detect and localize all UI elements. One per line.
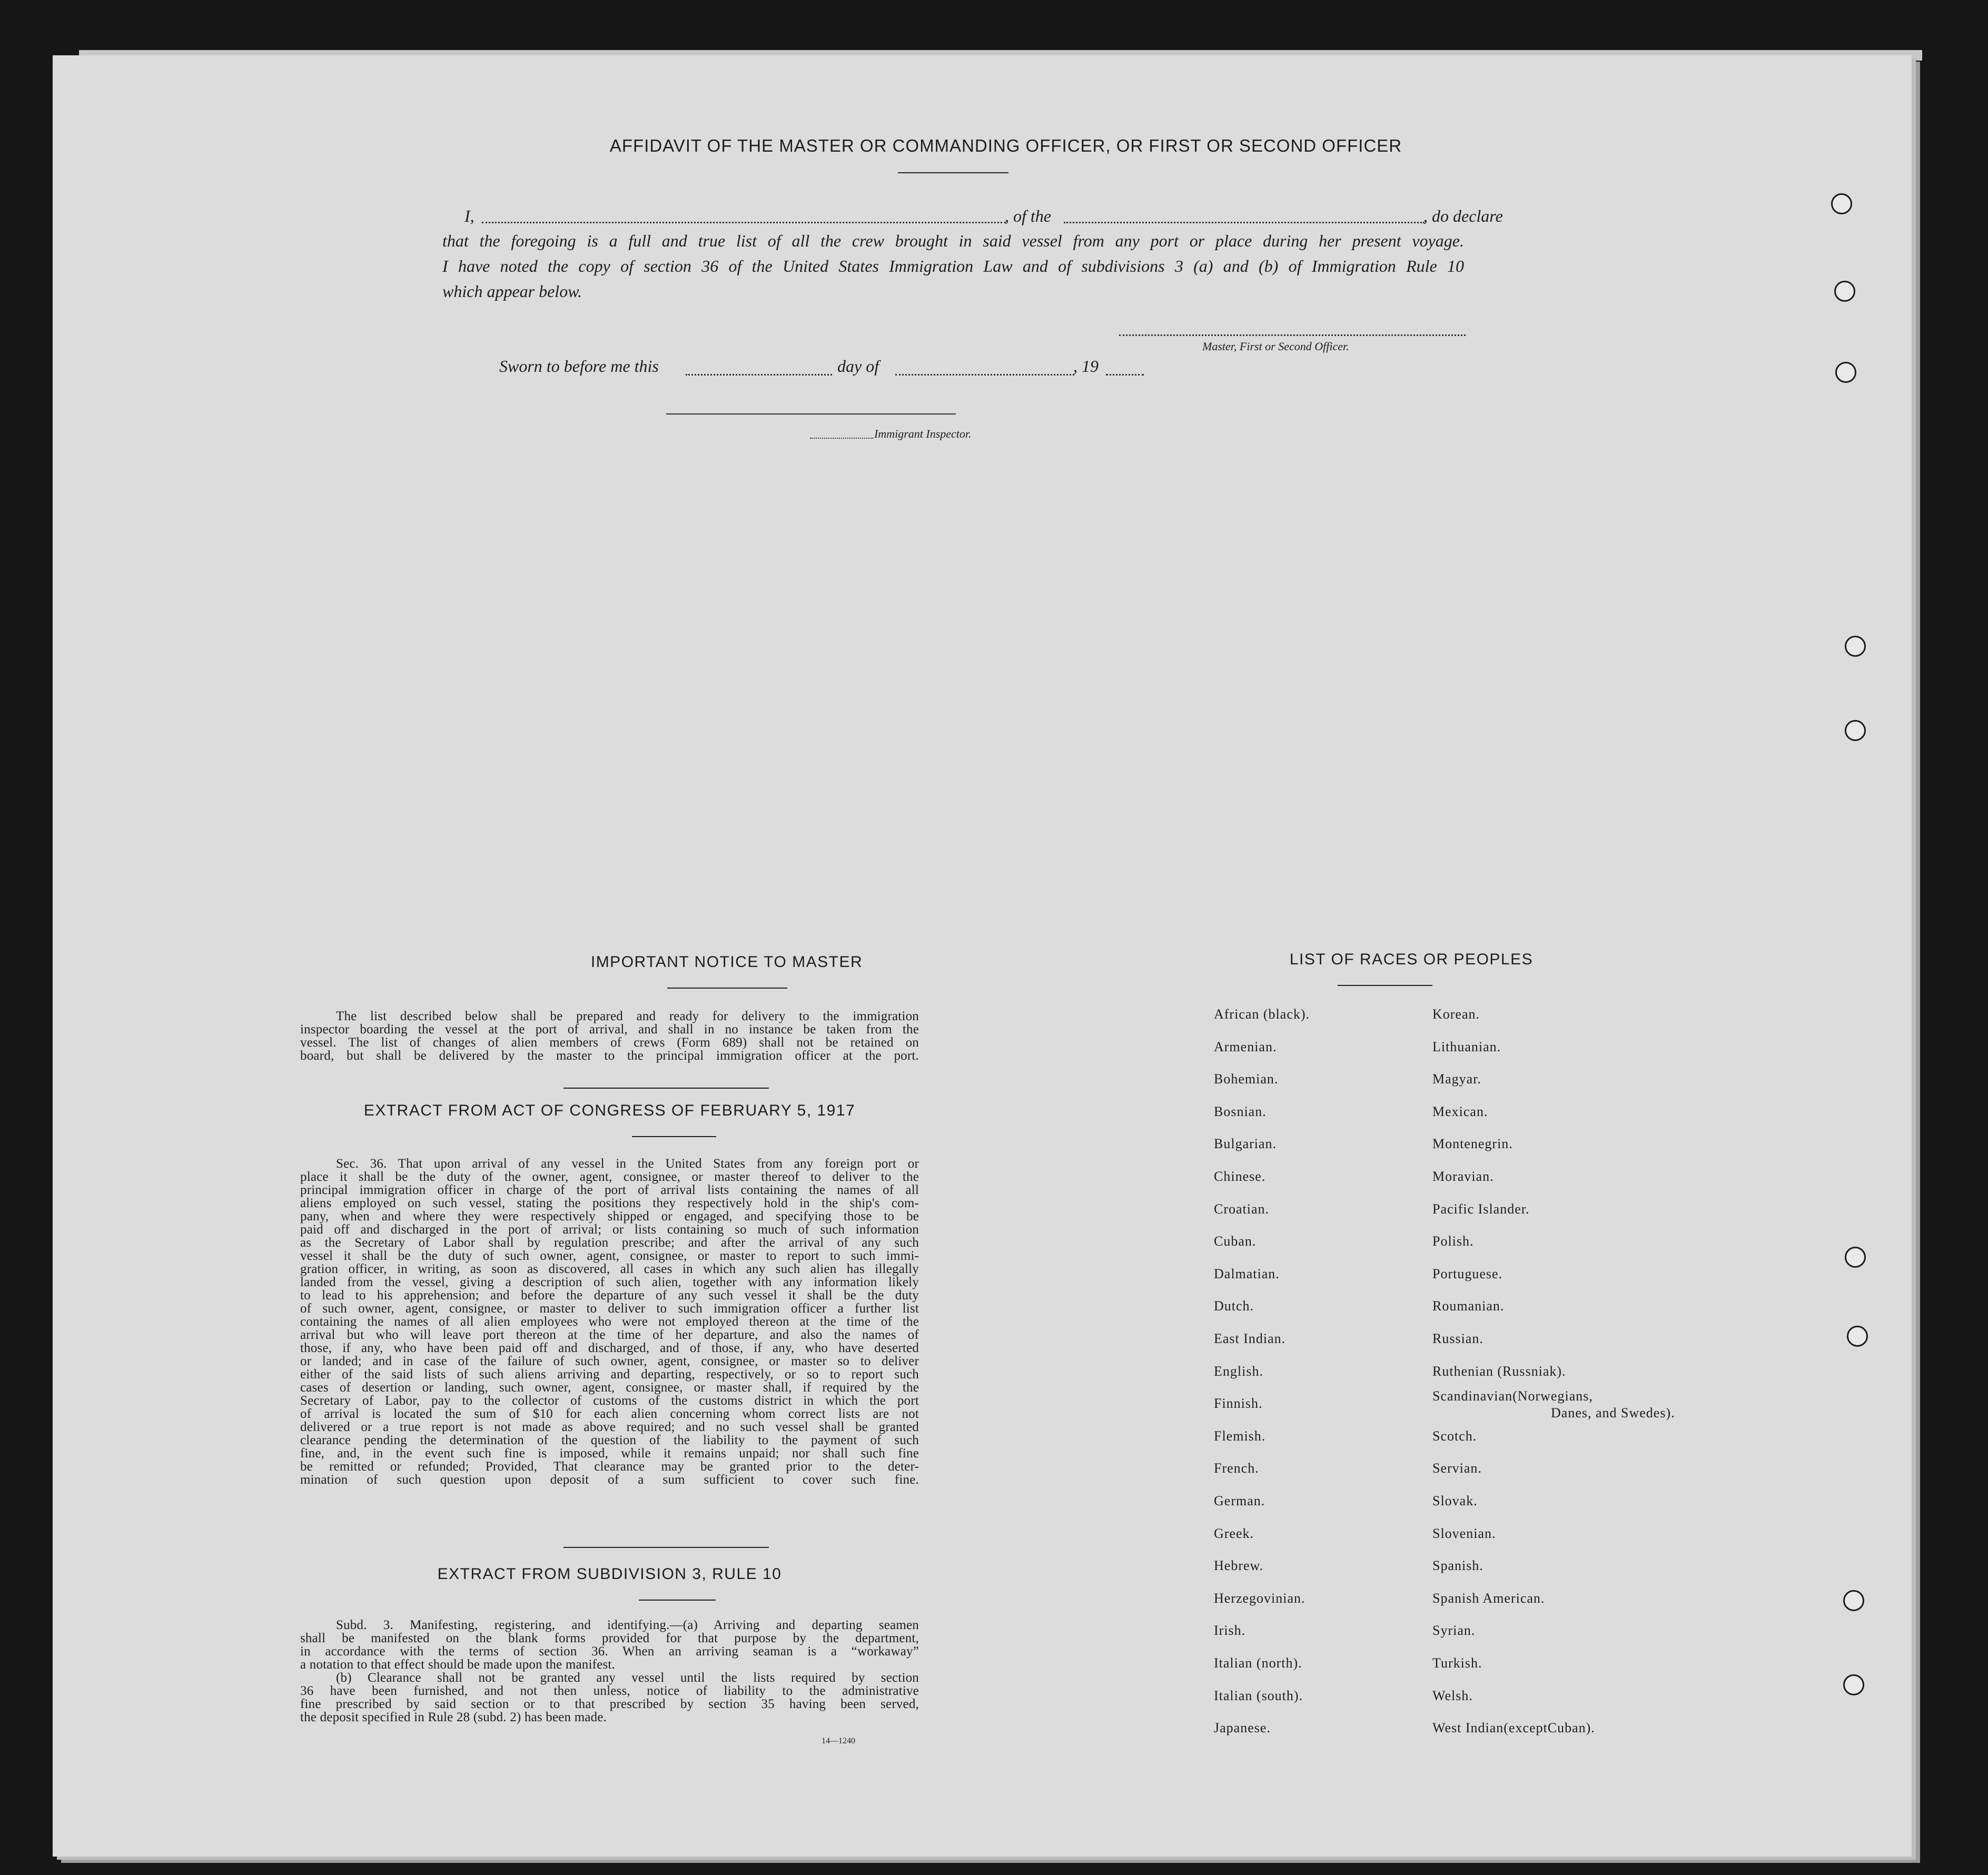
race-item: Bulgarian. [1214, 1136, 1277, 1151]
rule-10-line: Subd. 3. Manifesting, registering, and identifying.—(a) Arriving and departing seamen [336, 1618, 919, 1632]
form-page [53, 55, 1912, 1857]
race-item: East Indian. [1214, 1331, 1286, 1346]
race-item: Chinese. [1214, 1169, 1266, 1184]
section-36-line: be remitted or refunded; Provided, That clearance may be granted prior to the deter- [300, 1459, 919, 1474]
section-36-line: or landed; and in case of the failure of such owner, agent, consignee, or master so to deliver [300, 1354, 919, 1368]
punch-hole-4 [1845, 636, 1866, 657]
race-item: Bohemian. [1214, 1071, 1279, 1087]
rule-10-line: shall be manifested on the blank forms provided for that purpose by the department, [300, 1631, 919, 1645]
notice-divider [563, 1088, 769, 1089]
notice-title: IMPORTANT NOTICE TO MASTER [590, 953, 863, 971]
section-36-line: of such owner, agent, consignee, or master to deliver to such immigration officer a further list [300, 1301, 919, 1316]
punch-hole-6 [1845, 1247, 1866, 1268]
notice-line: vessel. The list of changes of alien members of crews (Form 689) shall not be retained on [300, 1035, 919, 1050]
rule-10-line: 36 have been furnished, and not then unless, notice of liability to the administrative [300, 1684, 919, 1698]
race-item: Russian. [1432, 1331, 1483, 1346]
master-name-field[interactable] [482, 222, 1006, 223]
affidavit-title-underline [898, 172, 1008, 173]
race-item: Servian. [1432, 1460, 1482, 1476]
section-36-line: principal immigration officer in charge of the port of arrival lists containing the names of all [300, 1183, 919, 1197]
section-36-line: containing the names of all alien employees who were not employed thereon at the time of the [300, 1315, 919, 1329]
race-item: Greek. [1214, 1526, 1254, 1541]
section-36-line: Sec. 36. That upon arrival of any vessel in the United States from any foreign port or [336, 1157, 919, 1171]
sworn-year-field[interactable] [1106, 374, 1144, 376]
race-item: Japanese. [1214, 1720, 1271, 1735]
race-item: Dalmatian. [1214, 1266, 1280, 1281]
race-item: Finnish. [1214, 1396, 1263, 1411]
race-item: Moravian. [1432, 1169, 1494, 1184]
punch-hole-9 [1843, 1674, 1864, 1695]
section-36-line: mination of such question upon deposit of a sum sufficient to cover such fine. [300, 1473, 919, 1487]
rule-10-line: the deposit specified in Rule 28 (subd. 2) has been made. [300, 1710, 607, 1724]
extract-act-divider [563, 1547, 769, 1548]
section-36-line: of arrival is located the sum of $10 for each alien concerning whom correct lists are not [300, 1407, 919, 1421]
race-item: Turkish. [1432, 1655, 1482, 1671]
race-item: German. [1214, 1493, 1265, 1508]
race-item: West Indian(exceptCuban). [1432, 1720, 1595, 1735]
section-36-line: delivered or a true report is not made as above required; and no such vessel shall be granted [300, 1420, 919, 1434]
race-item: Herzegovinian. [1214, 1591, 1305, 1606]
race-item: Ruthenian (Russniak). [1432, 1364, 1566, 1379]
race-item: Welsh. [1432, 1688, 1473, 1703]
section-36-line: to lead to his apprehension; and before the departure of any such vessel it shall be the duty [300, 1288, 919, 1302]
rule-10-line: a notation to that effect should be made upon the manifest. [300, 1657, 615, 1672]
section-36-line: vessel it shall be the duty of such owner, agent, consignee, or master to report to such immi- [300, 1249, 919, 1263]
races-title-underline [1338, 985, 1432, 986]
extract-rule-title: EXTRACT FROM SUBDIVISION 3, RULE 10 [437, 1565, 782, 1583]
affidavit-line-4: which appear below. [442, 282, 582, 301]
race-item: Magyar. [1432, 1071, 1481, 1087]
affidavit-line-2: that the foregoing is a full and true list of all the crew brought in said vessel from any port or place during her present voyage. [442, 231, 1464, 250]
inspector-caption-leader [810, 438, 873, 439]
race-item: Bosnian. [1214, 1104, 1267, 1119]
punch-hole-7 [1847, 1326, 1868, 1347]
vessel-name-field[interactable] [1064, 222, 1425, 223]
sworn-month-field[interactable] [895, 374, 1074, 376]
race-item: Hebrew. [1214, 1558, 1264, 1573]
affidavit-do-declare: , do declare [1423, 206, 1503, 225]
race-item: Croatian. [1214, 1201, 1270, 1217]
race-item: Polish. [1432, 1233, 1474, 1249]
race-item: Portuguese. [1432, 1266, 1503, 1281]
notice-paragraph [300, 1010, 919, 1062]
race-item: Italian (north). [1214, 1655, 1302, 1671]
inspector-signature-field[interactable] [666, 413, 956, 415]
race-item: Slovak. [1432, 1493, 1478, 1508]
affidavit-line-3: I have noted the copy of section 36 of the United States Immigration Law and of subdivisions 3 (a) and (b) of Immigration Rule 10 [442, 256, 1464, 275]
punch-hole-8 [1843, 1590, 1864, 1611]
section-36-line: fine, and, in the event such fine is imposed, while it remains unpaid; nor shall such fine [300, 1446, 919, 1460]
section-36-line: pany, when and where they were respectively shipped or engaged, and specifying those to be [300, 1209, 919, 1223]
race-item: Cuban. [1214, 1233, 1257, 1249]
race-item: Korean. [1432, 1006, 1480, 1022]
notice-title-underline [667, 988, 787, 989]
section-36-line: gration officer, in writing, as soon as discovered, all cases in which any such alien has illegally [300, 1262, 919, 1276]
sworn-label: Sworn to before me this [499, 357, 659, 376]
race-item: Danes, and Swedes). [1551, 1405, 1675, 1420]
rule-10-line: (b) Clearance shall not be granted any vessel until the lists required by section [336, 1671, 919, 1685]
race-item: Dutch. [1214, 1298, 1254, 1314]
section-36-line: clearance pending the determination of the question of the liability to the payment of such [300, 1433, 919, 1447]
extract-act-underline [632, 1136, 716, 1137]
section-36-line: place it shall be the duty of the owner, agent, consignee, or master thereof to deliver to the [300, 1170, 919, 1184]
section-36-line: those, if any, who have been paid off and discharged, and of those, if any, who have deserted [300, 1341, 919, 1355]
section-36-line: landed from the vessel, giving a description of such alien, together with any information likely [300, 1275, 919, 1289]
master-signature-field[interactable] [1119, 334, 1466, 336]
race-item: Scandinavian(Norwegians, [1432, 1388, 1593, 1404]
extract-act-title: EXTRACT FROM ACT OF CONGRESS OF FEBRUARY 5, 1917 [363, 1102, 856, 1119]
master-signature-caption: Master, First or Second Officer. [1202, 340, 1349, 353]
race-item: Pacific Islander. [1432, 1201, 1530, 1217]
affidavit-i-label: I, [464, 206, 474, 225]
race-item: Montenegrin. [1432, 1136, 1513, 1151]
race-item: English. [1214, 1364, 1263, 1379]
race-item: Spanish American. [1432, 1591, 1545, 1606]
section-36-line: paid off and discharged in the port of arrival; or lists containing so much of such information [300, 1222, 919, 1237]
section-36-line: arrival but who will leave port thereon at the time of her departure, and also the names of [300, 1328, 919, 1342]
race-item: Scotch. [1432, 1428, 1477, 1444]
section-36-line: either of the said lists of such aliens arriving and departing, respectively, or so to report such [300, 1367, 919, 1381]
section-36-line: as the Secretary of Labor shall by regulation prescribe; and after the arrival of any such [300, 1236, 919, 1250]
section-36-line: aliens employed on such vessel, stating the positions they respectively hold in the ship's com- [300, 1196, 919, 1210]
race-item: Syrian. [1432, 1623, 1476, 1638]
race-item: Lithuanian. [1432, 1039, 1501, 1054]
races-title: LIST OF RACES OR PEOPLES [1289, 951, 1534, 968]
rule-10-paragraph [300, 1619, 919, 1724]
race-item: French. [1214, 1460, 1259, 1476]
section-36-paragraph [300, 1157, 919, 1486]
notice-line: The list described below shall be prepared and ready for delivery to the immigration [336, 1009, 919, 1023]
sworn-day-of: day of [837, 357, 879, 376]
race-item: African (black). [1214, 1006, 1310, 1022]
affidavit-of-the: , of the [1005, 206, 1051, 225]
race-item: Flemish. [1214, 1428, 1266, 1444]
form-number: 14—1240 [822, 1736, 855, 1745]
race-item: Spanish. [1432, 1558, 1483, 1573]
section-36-line: cases of desertion or landing, such owner, agent, consignee, or master shall, if required by the [300, 1380, 919, 1395]
rule-10-line: in accordance with the terms of section 36. When an arriving seaman is a “workaway” [300, 1644, 919, 1659]
punch-hole-2 [1834, 281, 1855, 302]
race-item: Slovenian. [1432, 1526, 1496, 1541]
punch-hole-1 [1831, 193, 1852, 214]
punch-hole-3 [1835, 362, 1856, 383]
section-36-line: Secretary of Labor, pay to the collector of customs of the customs district in which the port [300, 1394, 919, 1408]
affidavit-title: AFFIDAVIT OF THE MASTER OR COMMANDING OFFICER, OR FIRST OR SECOND OFFICER [609, 136, 1402, 155]
race-item: Irish. [1214, 1623, 1246, 1638]
race-item: Armenian. [1214, 1039, 1277, 1054]
race-item: Italian (south). [1214, 1688, 1303, 1703]
extract-rule-underline [639, 1600, 716, 1601]
sworn-day-field[interactable] [686, 374, 832, 376]
rule-10-line: fine prescribed by said section or to that prescribed by section 35 having been served, [300, 1697, 919, 1711]
race-item: Mexican. [1432, 1104, 1488, 1119]
sworn-year-prefix: , 19 [1073, 357, 1099, 376]
notice-line: inspector boarding the vessel at the port of arrival, and shall in no instance be taken from the [300, 1022, 919, 1037]
punch-hole-5 [1845, 720, 1866, 741]
inspector-caption: Immigrant Inspector. [874, 427, 972, 440]
notice-line: board, but shall be delivered by the master to the principal immigration officer at the port. [300, 1049, 919, 1063]
race-item: Roumanian. [1432, 1298, 1505, 1314]
